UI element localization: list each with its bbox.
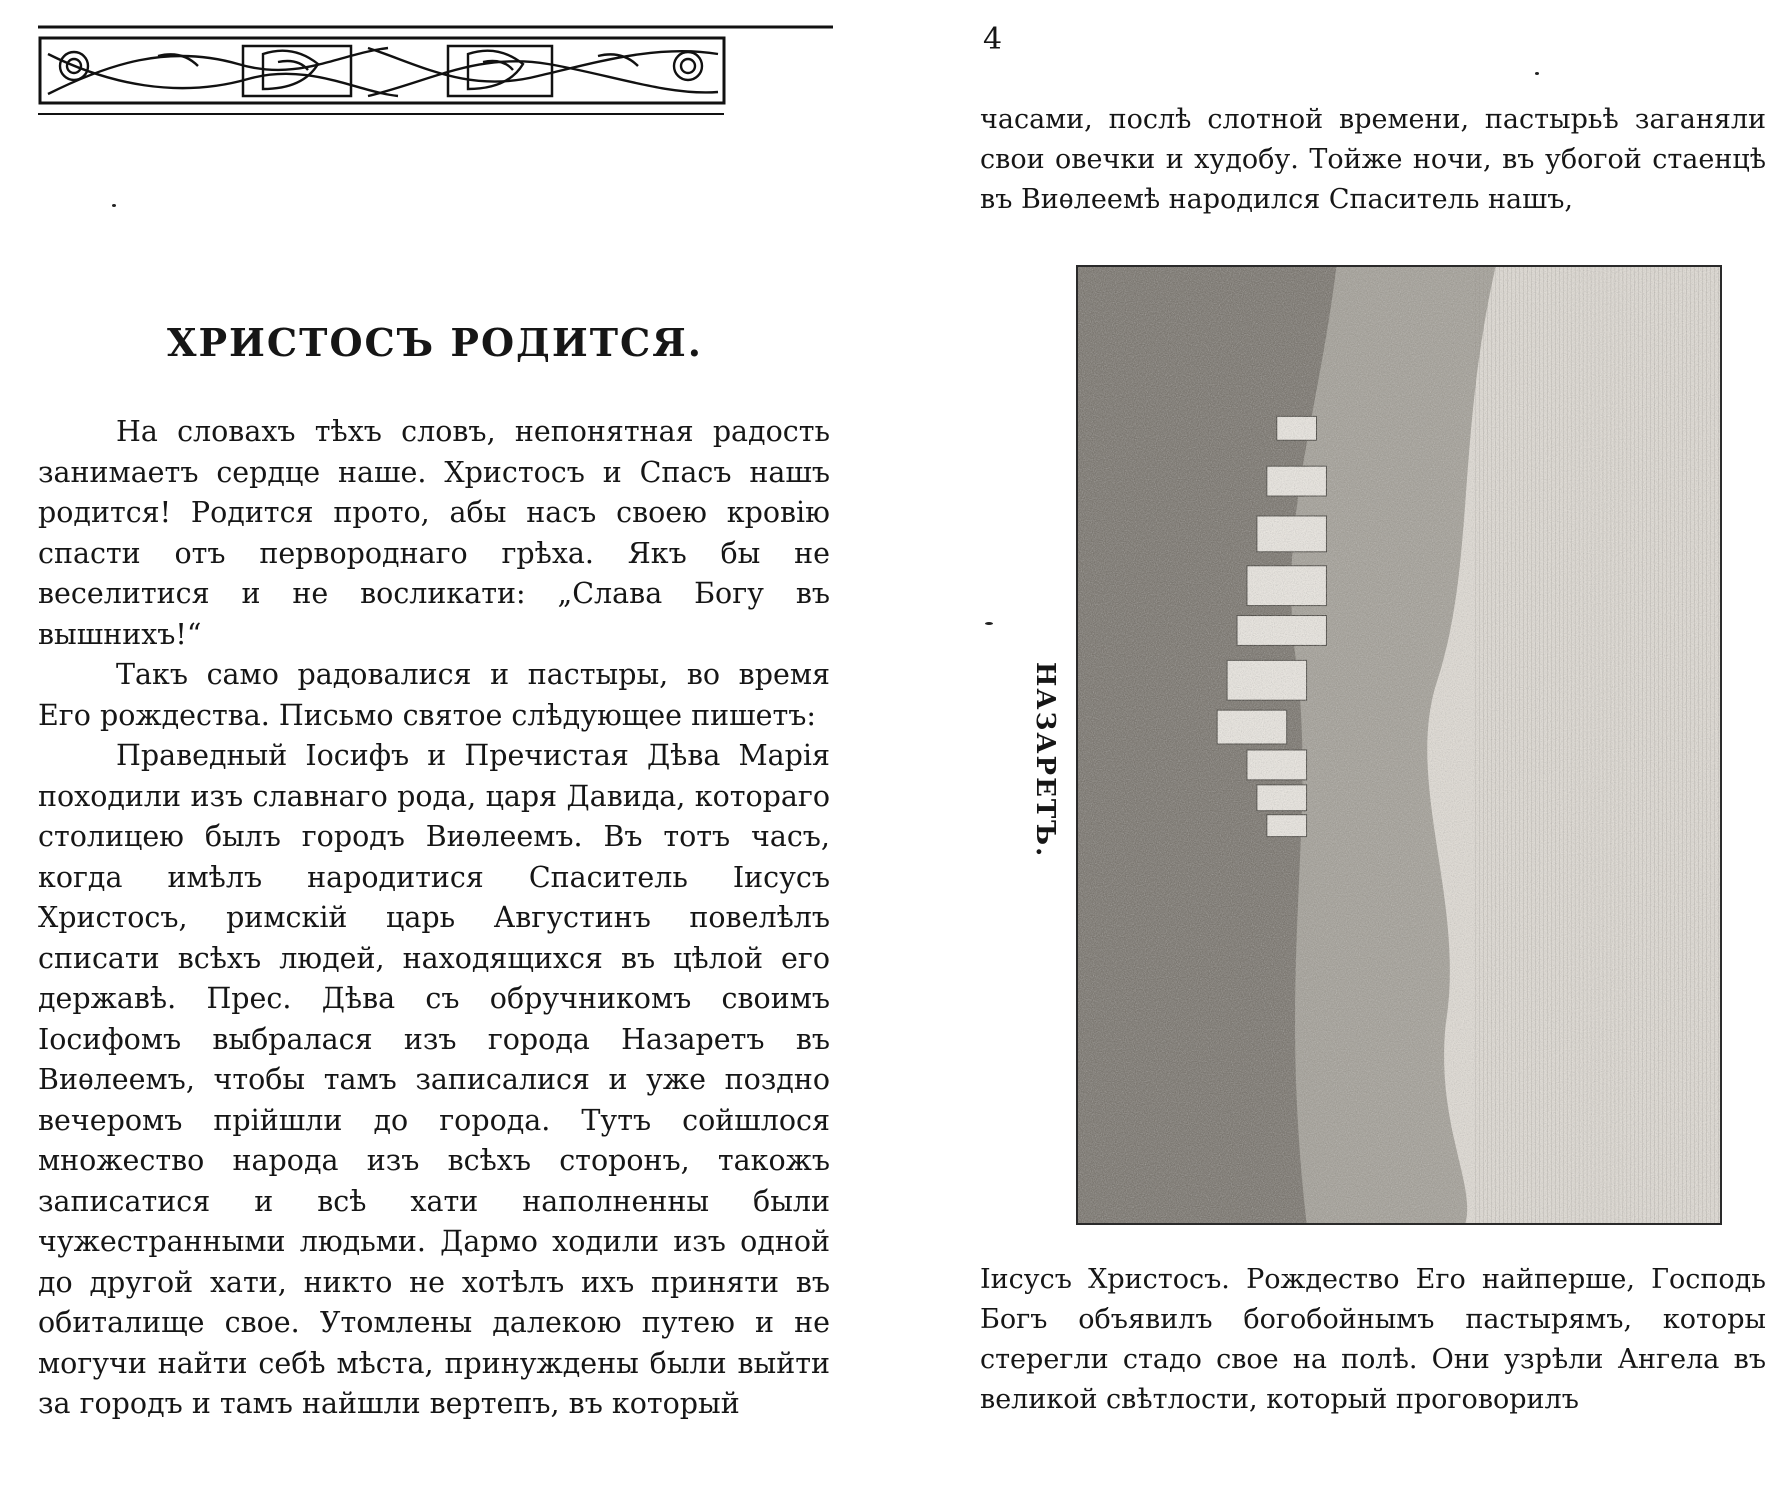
- figure-caption-text: НАЗАРЕТЪ.: [1030, 661, 1060, 859]
- right-page-top-text: [980, 100, 1766, 220]
- left-page-body: [38, 412, 830, 1425]
- art-nouveau-header-ornament: [38, 24, 833, 139]
- figure-caption: [1015, 660, 1075, 860]
- body-paragraph: Такъ само радовалися и пастыры, во время Его рождества. Письмо святое слѣдующее пишетъ:: [38, 658, 830, 732]
- body-paragraph: На словахъ тѣхъ словъ, непонятная радость занимаетъ сердце наше. Христосъ и Спасъ нашъ родится! Родится прото, абы насъ своею кровію спасти отъ первороднаго грѣха. Якъ бы не веселитися и не восликати: „Слава Богу въ вышнихъ!“: [38, 415, 830, 651]
- body-paragraph: Іисусъ Христосъ. Рождество Его найперше, Господь Богъ объявилъ богобойнымъ пастырямъ, которы стерегли стадо свое на полѣ. Они узрѣли Ангела въ великой свѣтлости, который проговорилъ: [980, 1264, 1766, 1415]
- page-number: 4: [983, 22, 1003, 57]
- print-speck: [985, 622, 993, 625]
- body-paragraph: часами, послѣ слотной времени, пастырьѣ заганяли свои овечки и худобу. Тойже ночи, въ убогой стаенцѣ въ Виѳлеемѣ народился Спаситель нашъ,: [980, 104, 1766, 215]
- print-speck: [112, 204, 116, 207]
- nazareth-engraving: [1076, 265, 1722, 1225]
- chapter-title: ХРИСТОСЪ РОДИТСЯ.: [166, 320, 704, 365]
- body-paragraph: Праведный Іосифъ и Пречистая Дѣва Марія походили изъ славнаго рода, царя Давида, котораго столицею былъ городъ Виѳлеемъ. Въ тотъ часъ, когда имѣлъ народитися Спаситель Іисусъ Христосъ, римскій царь Августинъ повелѣлъ списати всѣхъ людей, находящихся въ цѣлой его державѣ. Прес. Дѣва съ обручникомъ своимъ Іосифомъ выбралася изъ города Назаретъ въ Виѳлеемъ, чтобы тамъ записалися и уже поздно вечеромъ прійшли до города. Тутъ сойшлося множество народа изъ всѣхъ сторонъ, такожъ записатися и всѣ хати наполненны были чужестранными людьми. Дармо ходили изъ одной до другой хати, никто не хотѣлъ ихъ приняти въ обиталище свое. Утомлены далекою путею и не могучи найти себѣ мѣста, принуждены были выйти за городъ и тамъ найшли вертепъ, въ который: [38, 739, 830, 1420]
- print-speck: [1535, 72, 1539, 75]
- right-page-bottom-text: [980, 1260, 1766, 1420]
